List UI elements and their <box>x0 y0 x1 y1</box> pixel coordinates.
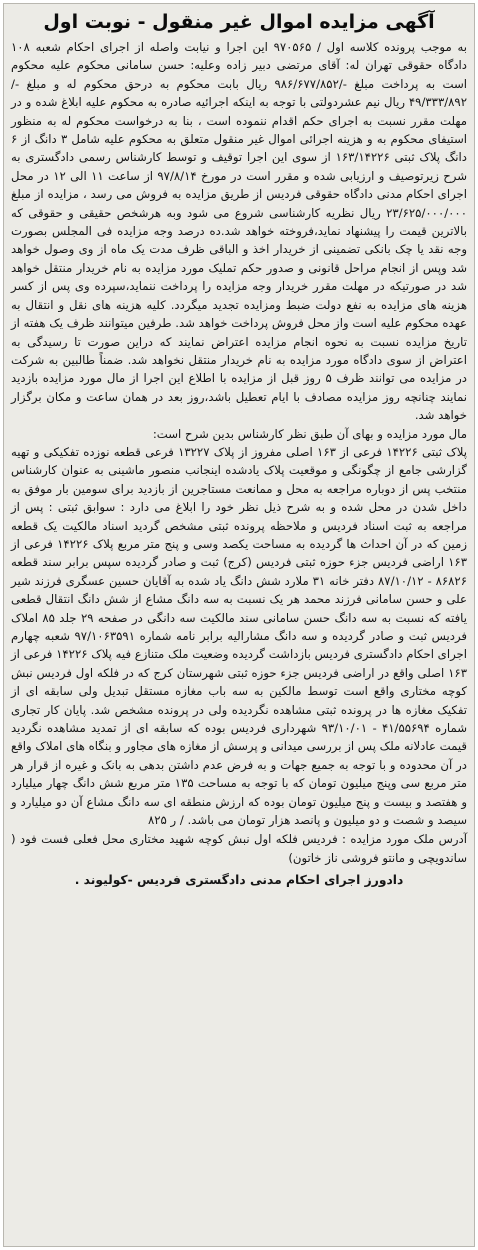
notice-paragraph-expert-report: پلاک ثبتی ۱۴۲۲۶ فرعی از ۱۶۳ اصلی مفروز از پلاک ۱۳۲۲۷ فرعی قطعه نوزده تفکیکی و تهیه گزارشی جامع از چگونگی و موقعیت پلاک یادشده اینجانب منصور ماشینی به عنوان کارشناس منتخب پس از دوباره مراجعه به محل و ممانعت مستاجرین از بازدید برای سومین بار موفق به داخل شدن در محل شده و به شرح ذیل نظر خود را ابلاغ می دارد : سوابق ثبتی : پس از مراجعه به ثبت اسناد فردیس و ملاحظه پرونده ثبتی مشخص گردید اسناد مالکیت یک قطعه زمین که در آن احداث ها گردیده به مساحت یکصد وسی و پنج متر مربع پلاک ۱۴۲۲۶ فرعی از ۱۶۳ اراضی فردیس جزء حوزه ثبتی فردیس (کرج) ثبت و صادر گردیده سپس برابر سند قطعه ۸۶۸۲۶ - ۸۷/۱۰/۱۲ دفتر خانه ۳۱ ملارد شش دانگ یاد شده به آقایان حسین عسگری فرزند شیر علی و حسن سامانی فرزند محمد هر یک نسبت به سه دانگ مشاع از شش دانگ انتقال قطعی یافته که نسبت به سه دانگ حسن سامانی سند مالکیت سه دانگی در صفحه ۲۹ جلد ۸۵ املاک فردیس ثبت و صادر گردیده و سه دانگ مشارالیه برابر نامه شماره ۹۷/۱۰۶۳۵۹۱ شعبه چهارم اجرای احکام دادگستری فردیس بازداشت گردیده وضعیت ملک متنازع فیه پلاک ۱۴۲۲۶ فرعی از ۱۶۳ اصلی واقع در اراضی فردیس جزء حوزه ثبتی شهرستان کرج که در فلکه اول فردیس نبش کوچه مختاری واقع است توسط مالکین به سه باب مغازه مستقل تبدیل ولی سابقه ای از تفکیک مغازه ها در پرونده ثبتی مشاهده نگردیده ولی در پرونده مشخص شد. پایان کار تجاری شماره ۴۱/۵۵۶۹۴ - ۹۳/۱۰/۰۱ شهرداری فردیس بوده که سابقه ای از تمدید مشاهده نگردید قیمت عادلانه ملک پس از بررسی میدانی و پرسش از مغازه های مجاور و بنگاه های املاک واقع در آن محدوده و با توجه به جمیع جهات و به فرض عدم داشتن بدهی به بانک و غیره از قرار هر متر مربع سی وپنج میلیون تومان که با توجه به مساحت ۱۳۵ متر مربع شش دانگ چهار میلیارد و هفتصد و بیست و پنج میلیون تومان بوده که ارزش منطقه ای سه دانگ مشاع آن دو میلیارد و سیصد و شصت و دو میلیون و پانصد هزار تومان می باشد. / ر ۸۲۵ <box>11 444 468 828</box>
notice-paragraph-property-intro: مال مورد مزایده و بهای آن طبق نظر کارشناس بدین شرح است: <box>152 426 467 441</box>
legal-notice <box>3 3 475 1247</box>
notice-paragraph-address: آدرس ملک مورد مزایده : فردیس فلکه اول نبش کوچه شهید مختاری محل فعلی فست فود ( ساندویچی و مانتو فروشی ناز خاتون) <box>11 832 467 865</box>
notice-paragraph-auction-terms: به موجب پرونده کلاسه اول / ۹۷۰۵۶۵ این اجرا و نیابت واصله از اجرای احکام شعبه ۱۰۸ دادگاه حقوقی تهران له: آقای مرتضی دبیر زاده وعلیه: حسن سامانی محکوم علیه محکوم است به پرداخت مبلغ -/۹۸۶/۶۷۷/۸۵۲ ریال بابت محکوم به درحق محکوم له و مبلغ -/۴۹/۳۳۳/۸۹۲ ریال نیم عشردولتی با توجه به اینکه اجرائیه صادره به محکوم علیه ابلاغ شده و در مهلت مقرر نسبت به اجرای حکم اقدام ننموده است ، بنا به درخواست محکوم له به منظور استیفای محکوم به و هزینه اجرائی اموال غیر منقول متعلق به محکوم علیه شامل ۳ دانگ از ۶ دانگ پلاک ثبتی ۱۶۳/۱۴۲۲۶ از سوی این اجرا توقیف و توسط کارشناس رسمی دادگستری به شرح زیرتوصیف و ارزیابی شده و مقرر است در مورخ ۹۷/۸/۱۴ از ساعت ۱۱ الی ۱۲ در محل اجرای احکام مدنی دادگاه حقوقی فردیس از طریق مزایده به فروش می رسد ، مزایده از مبلغ ۲۳/۶۲۵/۰۰۰/۰۰۰ ریال نظریه کارشناسی شروع می شود وبه هرشخص حقیقی و حقوقی که بالاترین قیمت را پیشنهاد نماید،فروخته خواهد شد.ده درصد وجه مزایده فی المجلس بصورت وجه نقد یا چک بانکی تضمینی از خریدار اخذ و الباقی ظرف مدت یک ماه از وی وصول خواهد شد وپس از انجام مراحل قانونی و صدور حکم تملیک مورد مزایده به نام خریدار منتقل خواهد شد در صورتیکه در مهلت مقرر خریدار وجه مزایده را پرداخت ننماید،سپرده وی پس از کسر هزینه های مزایده به نفع دولت ضبط ومزایده تجدید میگردد. کلیه هزینه های نقل و انتقال به عهده محکوم علیه است واز محل فروش پرداخت خواهد شد. طرفین میتوانند ظرف یک هفته از تاریخ مزایده نسبت به نحوه انجام مزایده اعتراض نمایند که دراین صورت تا رسیدگی به اعتراض از سوی دادگاه مورد مزایده به نام خریدار منتقل نخواهد شد. ضمناً طالبین به شرکت در مزایده می توانند ظرف ۵ روز قبل از مزایده با اطلاع این اجرا از مال مورد مزایده بازدید نمایند چنانچه روز مزایده مصادف با ایام تعطیل باشد،روز بعد در همان ساعت و مکان برگزار خواهد شد. <box>11 40 468 423</box>
notice-body <box>11 38 467 867</box>
notice-signature: دادورز اجرای احکام مدنی دادگستری فردیس -کولیوند . <box>74 873 404 888</box>
notice-title: آگهی مزایده اموال غیر منقول - نوبت اول <box>43 11 435 33</box>
